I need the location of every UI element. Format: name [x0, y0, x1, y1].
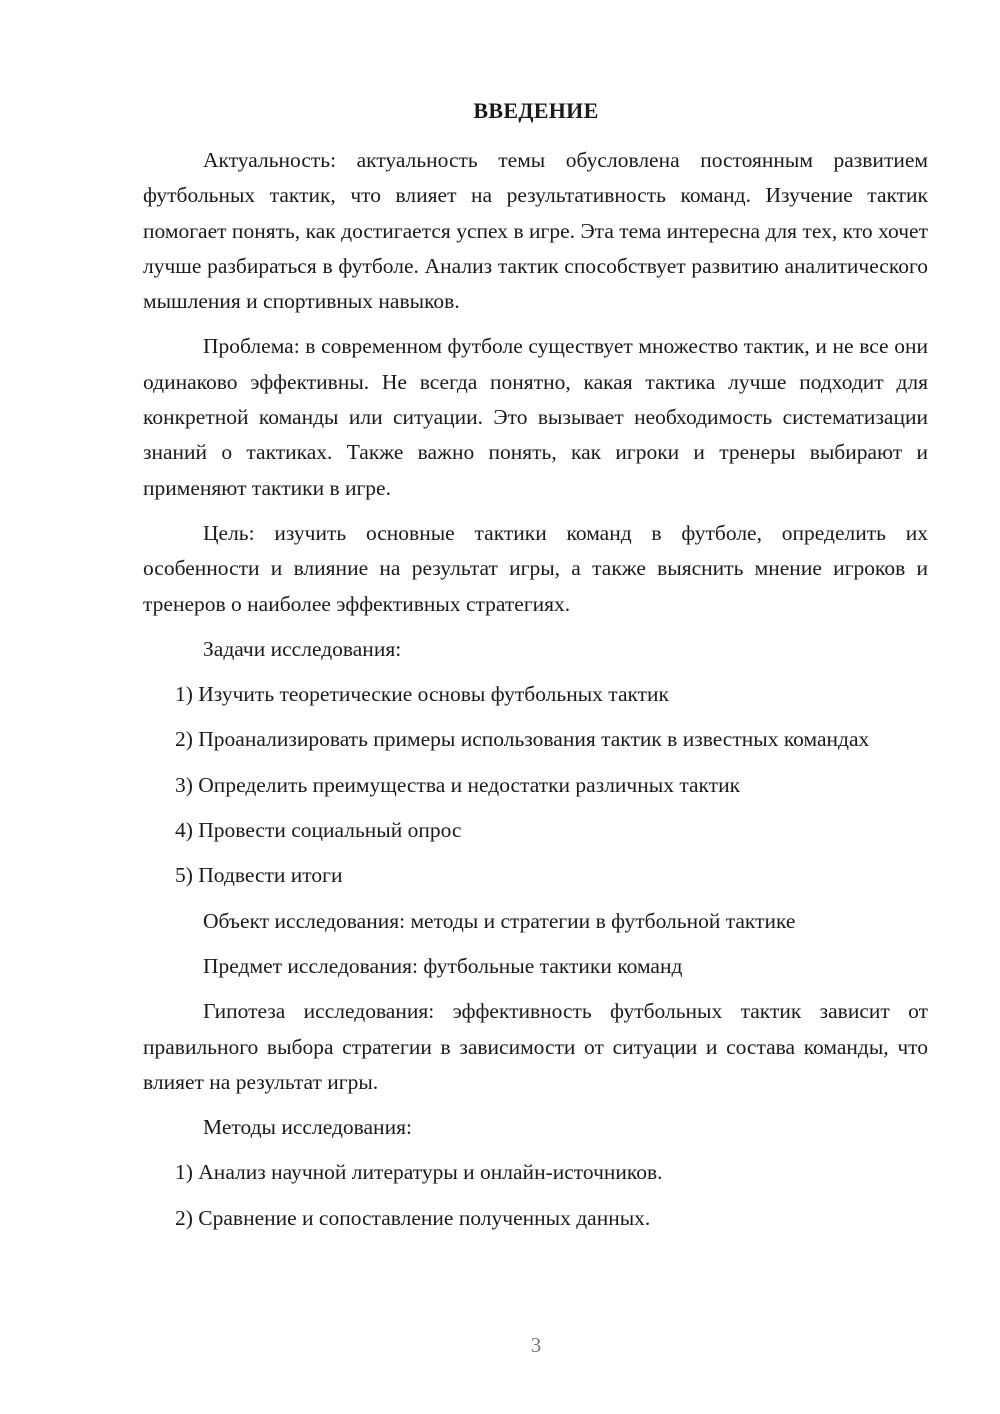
relevance-paragraph: Актуальность: актуальность темы обусловлена постоянным развитием футбольных тактик, что влияет на результативность команд. Изучение тактик помогает понять, как достигается успех в игре. Эта тема интересна для тех, кто хочет лучше разбираться в футболе. Анализ тактик способствует развитию аналитического мышления и спортивных навыков. — [143, 148, 928, 314]
task-item: 4) Провести социальный опрос — [175, 818, 462, 843]
section-heading: ВВЕДЕНИЕ — [473, 98, 599, 123]
task-item: 3) Определить преимущества и недостатки различных тактик — [175, 772, 741, 797]
page-number: 3 — [530, 1333, 542, 1357]
subject-paragraph: Предмет исследования: футбольные тактики команд — [203, 953, 683, 978]
problem-paragraph: Проблема: в современном футболе существует множество тактик, и не все они одинаково эффективны. Не всегда понятно, какая тактика лучше подходит для конкретной команды или ситуации. Это вызывает необходимость систематизации знаний о тактиках. Также важно понять, как игроки и тренеры выбирают и применяют тактики в игре. — [143, 334, 928, 500]
tasks-title: Задачи исследования: — [203, 636, 402, 661]
task-item: 2) Проанализировать примеры использования тактик в известных командах — [175, 727, 870, 752]
document-body — [143, 143, 928, 1246]
methods-title: Методы исследования: — [203, 1115, 412, 1140]
method-item: 1) Анализ научной литературы и онлайн-источников. — [175, 1160, 663, 1185]
task-item: 5) Подвести итоги — [175, 863, 343, 888]
hypothesis-paragraph: Гипотеза исследования: эффективность футбольных тактик зависит от правильного выбора стратегии в зависимости от ситуации и состава команды, что влияет на результат игры. — [143, 999, 928, 1094]
method-item: 2) Сравнение и сопоставление полученных данных. — [175, 1205, 651, 1230]
goal-paragraph: Цель: изучить основные тактики команд в футболе, определить их особенности и влияние на результат игры, а также выяснить мнение игроков и тренеров о наиболее эффективных стратегиях. — [143, 520, 928, 616]
task-item: 1) Изучить теоретические основы футбольных тактик — [175, 682, 670, 707]
object-paragraph: Объект исследования: методы и стратегии в футбольной тактике — [203, 908, 796, 933]
